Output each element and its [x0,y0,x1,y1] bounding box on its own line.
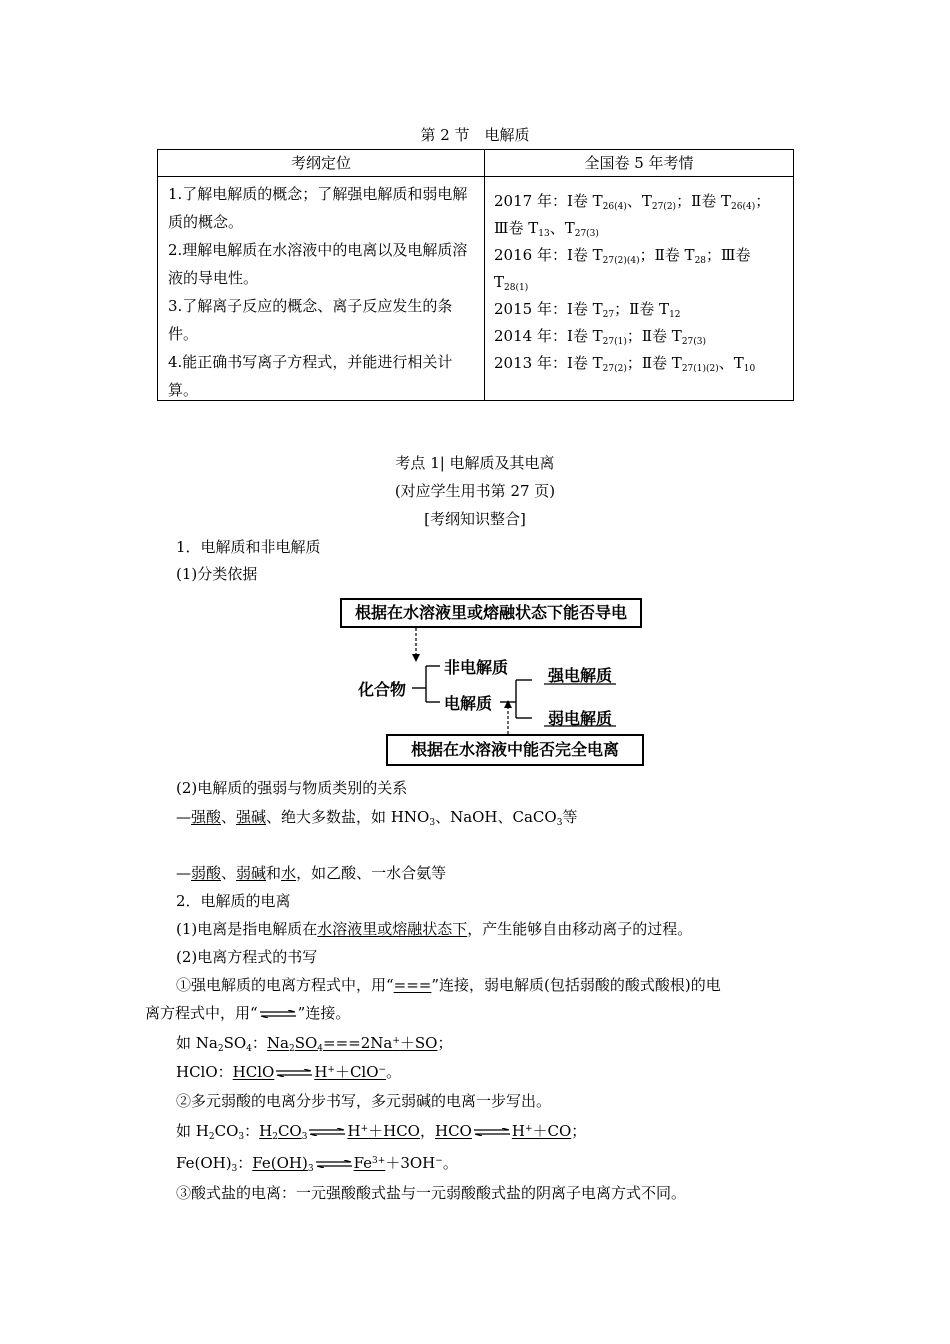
criterion-conductivity-box: 根据在水溶液里或熔融状态下能否导电 [340,598,642,628]
label-strong-electrolyte: 强电解质 [548,666,613,685]
subheading-equation-writing: (2)电离方程式的书写 [176,948,318,966]
objective-item: 3.了解离子反应的概念、离子反应发生的条件。 [168,297,453,343]
table-header-outline: 考纲定位 [290,154,351,172]
objective-item: 2.理解电解质在水溶液中的电离以及电解质溶液的导电性。 [168,241,468,287]
table-divider [484,150,485,400]
history-line: 2016 年：Ⅰ卷 $T_{27(2)(4)}$；Ⅱ卷 $T_{28}$；Ⅲ卷 [494,246,751,266]
exam-history-cell [494,188,790,377]
history-line: 2017 年：Ⅰ卷 $T_{26(4)}$、$T_{27(2)}$；Ⅱ卷 $T_{26(4)}$； [494,192,771,212]
label-non-electrolyte: 非电解质 [444,658,509,677]
criterion-ionization-box: 根据在水溶液中能否完全电离 [386,734,644,766]
example-h2co3: 如 $H_2CO_3$：$H_2CO_3$ H+＋HCO，HCO H+＋CO； [176,1122,587,1142]
strong-electrolyte-line: —强酸、强碱、绝大多数盐，如 $HNO_3$、NaOH、CaCO$_3$等 [176,808,578,828]
table-divider [158,176,793,177]
example-feoh3: $Fe(OH)_3$：$Fe(OH)_3$ $Fe^{3+}+3OH^-$。 [176,1154,458,1174]
label-compound: 化合物 [358,680,407,699]
rule-weak-electrolyte: 离方程式中，用“ ”连接。 [145,1004,351,1022]
history-line: Ⅲ卷 $T_{13}$、$T_{27(3)}$ [494,219,599,239]
subheading-classification: (1)分类依据 [176,565,258,583]
label-weak-electrolyte: 弱电解质 [548,709,613,728]
section-title: 第 2 节 电解质 [420,126,530,144]
objective-item: 1.了解电解质的概念；了解强电解质和弱电解质的概念。 [168,185,468,231]
heading-electrolytes: 1．电解质和非电解质 [176,538,321,556]
table-header-history: 全国卷 5 年考情 [584,154,694,172]
ionization-definition: (1)电离是指电解质在水溶液里或熔融状态下，产生能够自由移动离子的过程。 [176,920,693,938]
example-na2so4: 如 $Na_2SO_4$：$Na_2SO_4===2Na^++SO$； [176,1034,453,1054]
label-electrolyte: 电解质 [444,694,493,713]
rule-acid-salt: ③酸式盐的电离：一元强酸酸式盐与一元弱酸酸式盐的阴离子电离方式不同。 [176,1184,687,1202]
history-line: 2015 年：Ⅰ卷 $T_{27}$；Ⅱ卷 $T_{12}$ [494,300,681,320]
weak-electrolyte-line: —弱酸、弱碱和水，如乙酸、一水合氨等 [176,864,447,882]
heading-ionization: 2．电解质的电离 [176,892,291,910]
rule-polyprotic: ②多元弱酸的电离分步书写，多元弱碱的电离一步写出。 [176,1092,552,1110]
subheading-strength-relation: (2)电解质的强弱与物质类别的关系 [176,779,408,797]
page-reference: (对应学生用书第 27 页) [394,482,556,500]
integration-heading: [考纲知识整合] [424,510,526,528]
topic-title: 考点 1| 电解质及其电离 [395,454,555,472]
example-hclo: HClO：HClO H+＋ClO−。 [176,1063,402,1081]
rule-strong-electrolyte: ①强电解质的电离方程式中，用“===”连接，弱电解质(包括弱酸的酸式酸根)的电 [176,976,721,994]
equilibrium-arrow-icon [274,1069,314,1077]
objective-item: 4.能正确书写离子方程式，并能进行相关计算。 [168,353,453,399]
exam-outline-table [157,149,794,401]
equilibrium-arrow-icon [258,1010,298,1018]
history-line: 2014 年：Ⅰ卷 $T_{27(1)}$；Ⅱ卷 $T_{27(3)}$ [494,327,707,347]
objectives-cell [168,180,474,404]
equilibrium-arrow-icon [472,1128,512,1136]
history-line: 2013 年：Ⅰ卷 $T_{27(2)}$；Ⅱ卷 $T_{27(1)(2)}$、$T_{10}$ [494,354,756,374]
equilibrium-arrow-icon [307,1128,347,1136]
classification-diagram [340,598,646,768]
history-line: $T_{28(1)}$ [494,273,529,293]
equilibrium-arrow-icon [314,1160,354,1168]
